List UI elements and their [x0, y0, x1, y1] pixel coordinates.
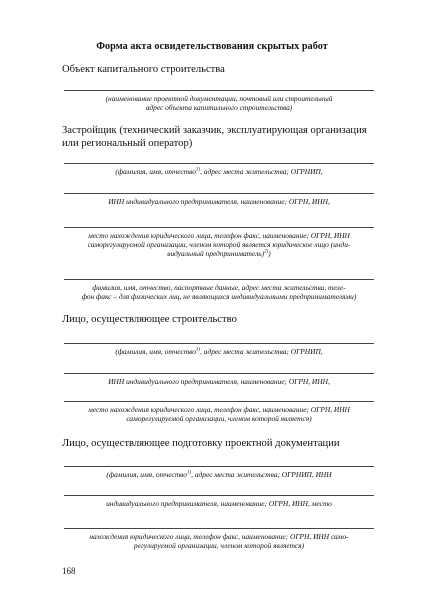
document-title: Форма акта освидетельствования скрытых работ: [96, 41, 328, 52]
designer-heading: Лицо, осуществляющее подготовку проектной документации: [62, 438, 340, 449]
developer-line-4[interactable]: [64, 279, 374, 280]
builder-note-3: место нахождения юридического лица, телефон факс, наименование; ОГРН, ИНН саморегулируемой организации, членом которой является): [88, 405, 350, 423]
developer-note-3: место нахождения юридического лица, телефон факс, наименование; ОГРН, ИНН саморегулируемой организации, членом которой является юридическое лицо (инди- видуальный предприниматель)$^{2)}$): [87, 231, 351, 258]
object-heading: Объект капитального строительства: [62, 64, 225, 75]
developer-note-4: фамилия, имя, отчество, паспортные данные, адрес места жительства, теле- фон факс – для физических лиц, не являющихся индивидуальными предпринимателями): [81, 283, 357, 301]
builder-note-2: ИНН индивидуального предпринимателя, наименование; ОГРН, ИНН,: [108, 377, 330, 386]
object-note: (наименование проектной документации, почтовый или строительный адрес объекта капитального строительства): [105, 94, 333, 112]
builder-note-1: (фамилия, имя, отчество$^{1)}$, адрес места жительства; ОГРНИП,: [115, 347, 323, 356]
designer-note-2: индивидуального предпринимателя, наименование; ОГРН, ИНН, место: [106, 499, 332, 508]
developer-line-1[interactable]: [64, 163, 374, 164]
builder-line-1[interactable]: [64, 343, 374, 344]
developer-note-2: ИНН индивидуального предпринимателя, наименование; ОГРН, ИНН,: [108, 197, 330, 206]
designer-note-1: (фамилия, имя, отчество$^{1)}$, адрес места жительства; ОГРНИП, ИНН: [106, 470, 332, 479]
object-line[interactable]: [64, 90, 374, 91]
developer-line-3[interactable]: [64, 227, 374, 228]
designer-note-3: нахождения юридического лица, телефон факс, наименование; ОГРН, ИНН само- регулируемой организации, членом которой является): [89, 532, 349, 550]
designer-line-3[interactable]: [64, 528, 374, 529]
designer-line-2[interactable]: [64, 495, 374, 496]
developer-heading: Застройщик (технический заказчик, эксплуатирующая организация или региональный оператор): [62, 125, 367, 149]
builder-line-3[interactable]: [64, 401, 374, 402]
designer-line-1[interactable]: [64, 466, 374, 467]
developer-line-2[interactable]: [64, 193, 374, 194]
builder-heading: Лицо, осуществляющее строительство: [62, 314, 237, 325]
page-number: 168: [62, 566, 76, 576]
builder-line-2[interactable]: [64, 373, 374, 374]
developer-note-1: (фамилия, имя, отчество$^{1)}$, адрес места жительства; ОГРНИП,: [115, 167, 323, 176]
